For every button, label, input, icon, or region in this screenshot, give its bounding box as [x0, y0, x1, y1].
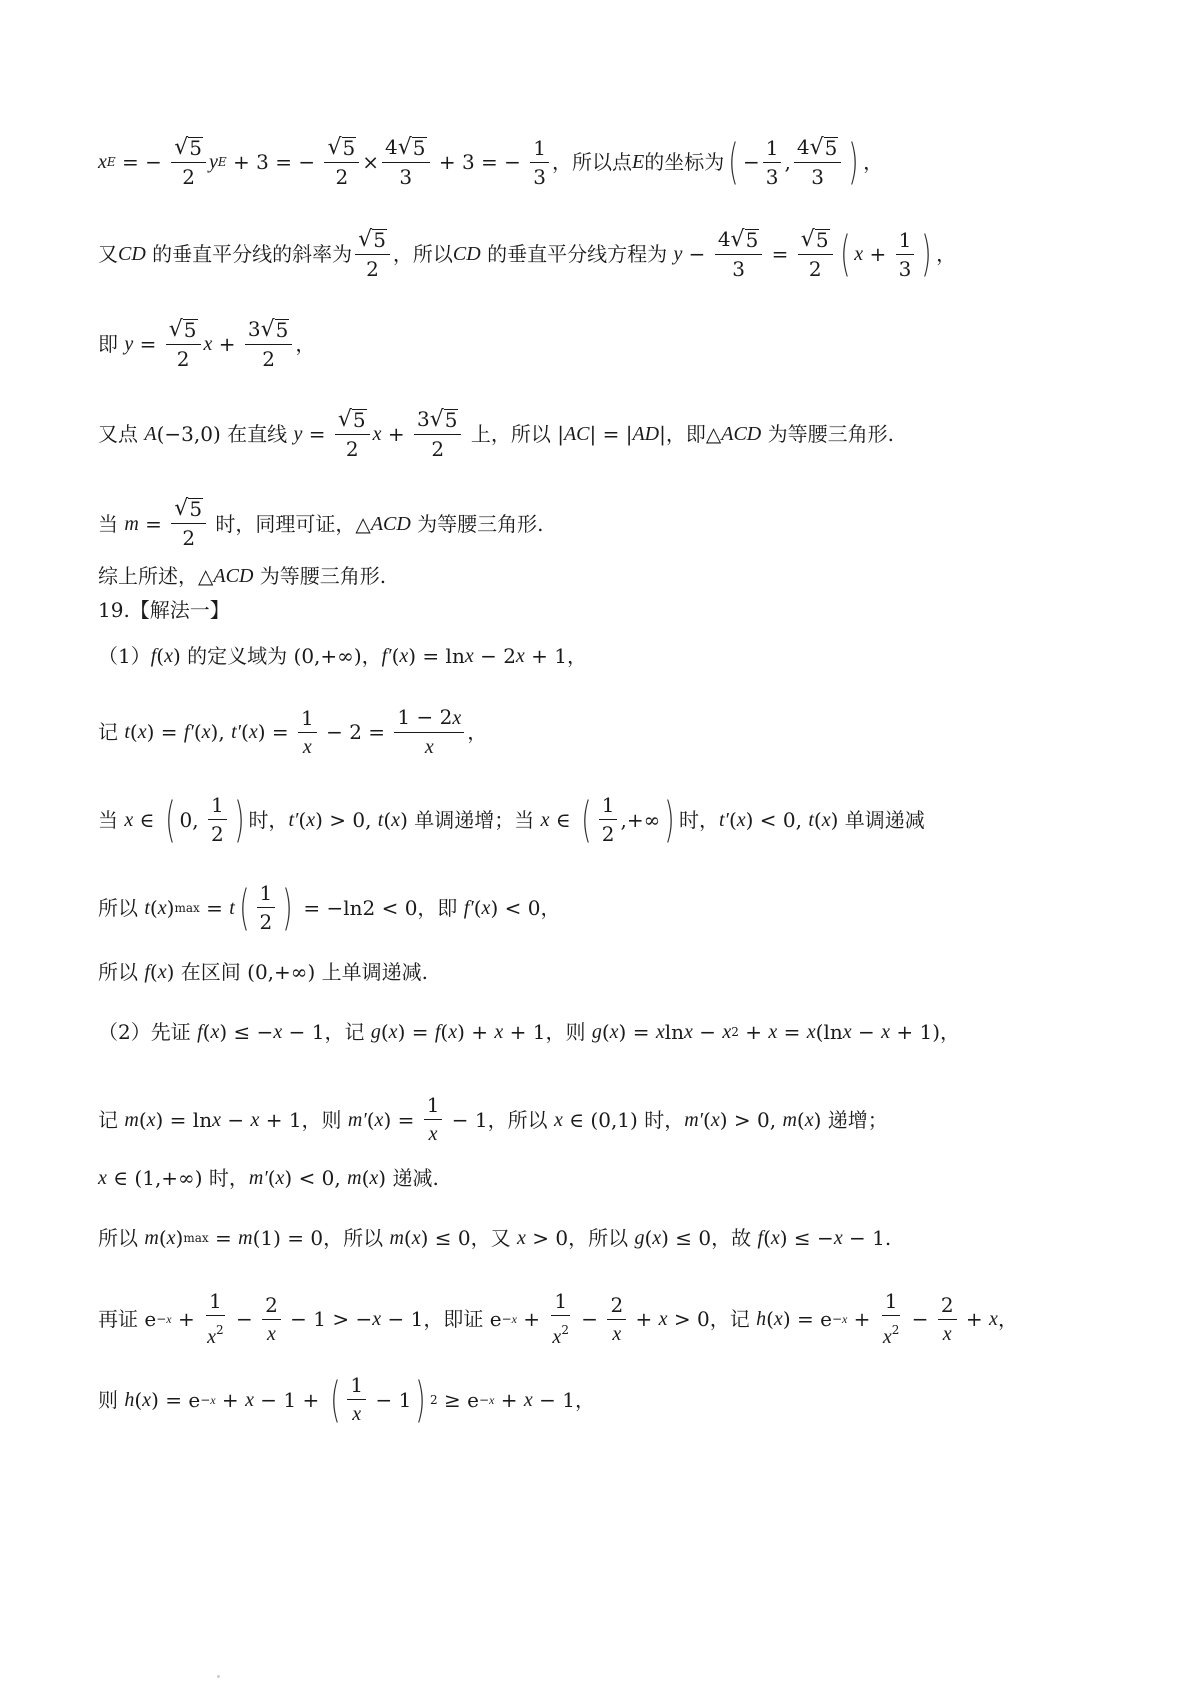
math-line: 则 h ( x ) = e −x + x − 1 + ( $\frac{1}{x}$ − 1 ) 2 ≥ e −x + x − 1，	[98, 1371, 595, 1428]
page-artifact-dot	[217, 1675, 220, 1678]
math-line: （1） f ( x ) 的定义域为 (0,+∞)， f′ ( x ) = ln x − 2 x + 1，	[98, 644, 588, 668]
math-line: 记 t ( x ) = f′ ( x ), t′ ( x ) = $\frac{1}{x}$ − 2 = $\frac{1 - 2x}{x}$ ，	[98, 705, 488, 758]
math-line: 所以 t ( x ) max = t ( $\frac{1}{2}$ ) = −ln2 < 0，即 f′ ( x ) < 0，	[98, 879, 561, 936]
math-line: x E = − √ 5 2 y E + 3 = − √ 5 2 × 4 √ 5 3 + 3 = − $\frac{1}{3}$ ，所以点 E 的坐标为 ( − $\frac{1}{3}$ , 4 √ 5 3 ) ，	[98, 134, 884, 190]
math-line: （2）先证 f ( x ) ≤ − x − 1，记 g ( x ) = f ( x ) + x + 1，则 g ( x ) = x ln x − x 2 + x = x (ln x − x + 1)，	[98, 1020, 961, 1044]
math-line: 所以 m ( x ) max = m (1) = 0，所以 m ( x ) ≤ 0，又 x > 0，所以 g ( x ) ≤ 0，故 f ( x ) ≤ − x − 1.	[98, 1226, 892, 1250]
math-line: 当 m = √ 5 2 时，同理可证，△ ACD 为等腰三角形.	[98, 496, 544, 550]
math-line: x ∈ (1,+∞) 时， m′ ( x ) < 0, m ( x ) 递减.	[98, 1166, 439, 1190]
math-line: 记 m ( x ) = ln x − x + 1，则 m′ ( x ) = $\frac{1}{x}$ − 1，所以 x ∈ (0,1) 时， m′ ( x ) > 0, m ( x ) 递增；	[98, 1093, 888, 1145]
math-line: 又点 A (−3,0) 在直线 y = √ 5 2 x + 3 √ 5 2 上，所以 | AC | = | AD |，即△ ACD 为等腰三角形.	[98, 406, 894, 461]
math-line: 又 CD 的垂直平分线的斜率为 √ 5 2 ，所以 CD 的垂直平分线方程为 y − 4 √ 5 3 = √ 5 2 ( x + $\frac{1}{3}$ ) ，	[98, 226, 957, 282]
math-line: 所以 f ( x ) 在区间 (0,+∞) 上单调递减.	[98, 960, 428, 984]
math-line: 再证 e −x + $\frac{1}{x^2}$ − $\frac{2}{x}$ − 1 > − x − 1，即证 e −x + $\frac{1}{x^2}$ − $\frac{2}{x}$ + x > 0，记 h ( x ) = e −x + $\frac{1}{x^2}$ − $\frac{2}{x}$ + x ，	[98, 1289, 1018, 1348]
math-line: 综上所述，△ ACD 为等腰三角形.	[98, 564, 387, 588]
math-line: 当 x ∈ ( 0, $\frac{1}{2}$ ) 时， t′ ( x ) > 0, t ( x ) 单调递增；当 x ∈ ( $\frac{1}{2}$ ,+∞ ) 时， t′ ( x ) < 0, t ( x ) 单调递减	[98, 791, 925, 848]
math-line: 即 y = √ 5 2 x + 3 √ 5 2 ，	[98, 316, 316, 371]
section-heading: 19.【解法一】	[98, 598, 230, 622]
